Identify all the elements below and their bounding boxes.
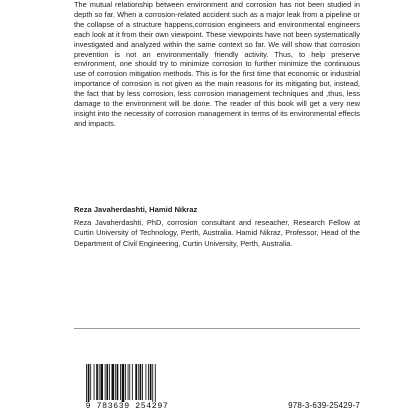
barcode-bar xyxy=(138,364,139,400)
barcode-bar xyxy=(146,364,147,400)
barcode-bar xyxy=(115,364,116,400)
barcode-bar xyxy=(129,364,130,400)
barcode-bar xyxy=(142,364,143,400)
author-section xyxy=(74,205,360,249)
abstract-text: The mutual relationship between environment and corrosion has not been studied in depth so far. When a corrosion-related accident such as a major leak from a pipeline or the collapse of a structure happens,corrosion engineers and environmental engineers each look at it from their own viewpoint. These viewpoints have not been systematically investigated and analyzed within the same context so far. We will show that corrosion prevention is not an environmentally friendly activity. Thus, to help preserve environment, one should try to minimize corrosion to further minimize the continuous use of corrosion mitigation methods. This is for the first time that economic or industrial importance of corrosion is not given as the main reasons for its mitigating but, instead, the fact that by less corrosion, less corrosion management techniques and ,thus, less damage to the environment will be done. The reader of this book will get a very new insight into the necessity of corrosion management in terms of its environmental effects and impacts. xyxy=(74,0,360,128)
barcode-bar xyxy=(132,364,133,400)
barcode-digits: 9 783639 254297 xyxy=(82,402,172,411)
barcode-bar xyxy=(152,364,153,404)
barcode-bar xyxy=(90,364,91,400)
barcode xyxy=(82,364,172,412)
barcode-bar xyxy=(109,364,110,400)
barcode-bar xyxy=(99,364,100,400)
barcode-bar xyxy=(106,364,108,400)
barcode-bar xyxy=(88,364,90,404)
barcode-bar xyxy=(122,364,125,404)
barcode-bar xyxy=(125,364,126,400)
barcode-bar xyxy=(112,364,115,400)
author-bio: Reza Javaherdashti, PhD, corrosion consultant and reseacher, Research Fellow at Curtin University of Technology, Perth, Australia. Hamid Nikraz, Professor, Head of the Department of Civil Engineering, Curtin University, Perth, Australia. xyxy=(74,218,360,248)
barcode-bars xyxy=(82,364,172,404)
barcode-bar xyxy=(94,364,95,400)
author-names: Reza Javaherdashti, Hamid Nikraz xyxy=(74,205,198,214)
divider-line xyxy=(74,328,360,329)
barcode-bar xyxy=(148,364,149,400)
barcode-bar xyxy=(117,364,119,400)
barcode-bar xyxy=(155,364,156,404)
barcode-bar xyxy=(128,364,129,400)
barcode-bar xyxy=(135,364,137,400)
barcode-bar xyxy=(105,364,106,400)
barcode-bar xyxy=(100,364,103,400)
barcode-bar xyxy=(140,364,142,400)
barcode-bar xyxy=(96,364,98,400)
isbn-number: 978-3-639-25429-7 xyxy=(288,401,360,410)
barcode-bar xyxy=(150,364,152,400)
barcode-bar xyxy=(86,364,87,404)
barcode-bar xyxy=(120,364,121,400)
